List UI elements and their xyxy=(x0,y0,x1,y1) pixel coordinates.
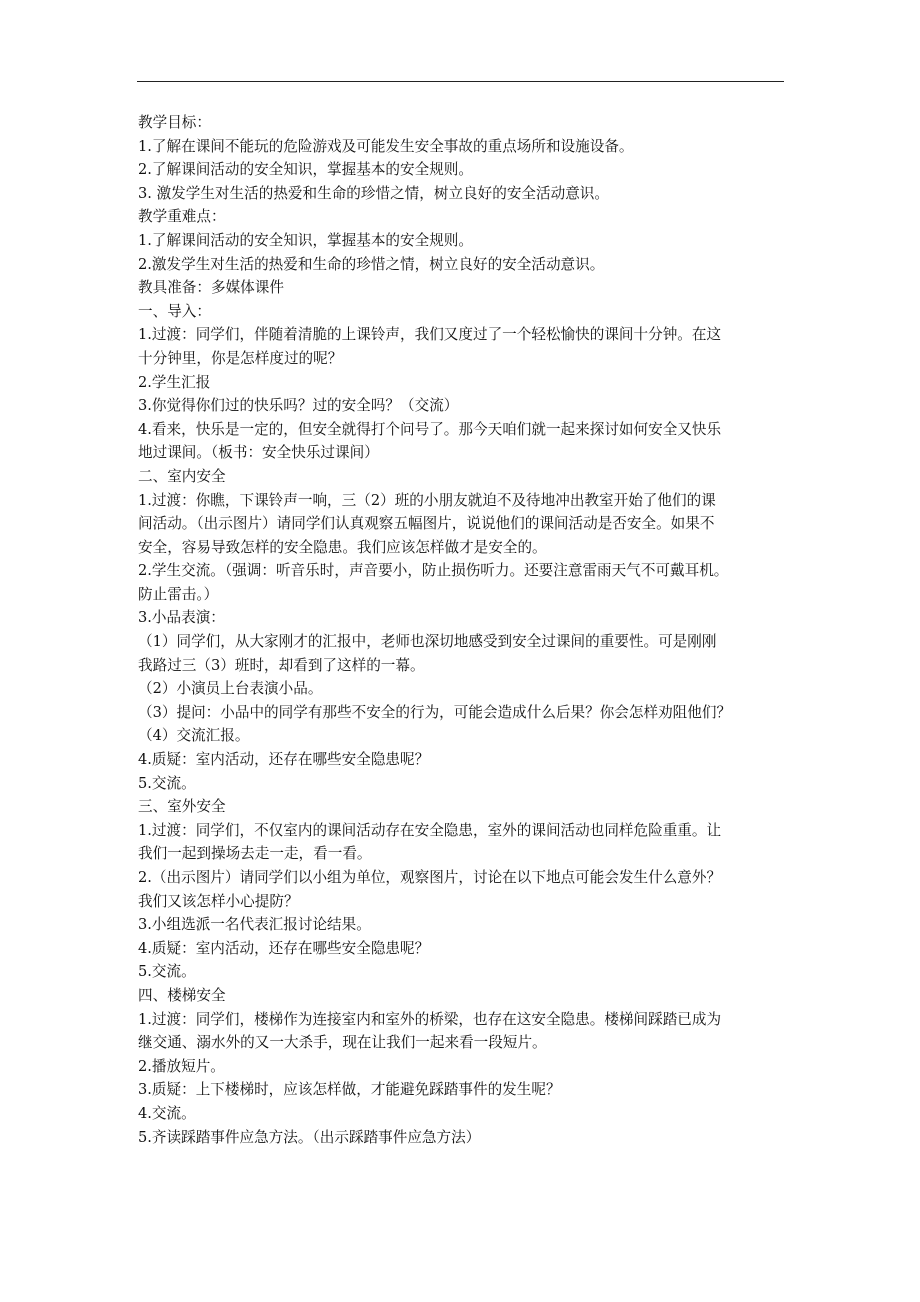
text-line: 我们一起到操场去走一走，看一看。 xyxy=(138,845,372,863)
text-line: 三、室外安全 xyxy=(138,798,226,816)
text-line: 4.质疑：室内活动，还存在哪些安全隐患呢？ xyxy=(138,939,430,957)
text-line: 3. 激发学生对生活的热爱和生命的珍惜之情，树立良好的安全活动意识。 xyxy=(138,184,609,202)
text-line: 2.了解课间活动的安全知识，掌握基本的安全规则。 xyxy=(138,161,473,179)
text-line: 地过课间。（板书：安全快乐过课间） xyxy=(138,444,379,462)
text-line: 1.过渡：同学们，不仅室内的课间活动存在安全隐患，室外的课间活动也同样危险重重。让 xyxy=(138,821,722,839)
text-line: 4.交流。 xyxy=(138,1104,196,1122)
text-line: 我们又该怎样小心提防？ xyxy=(138,892,299,910)
text-line: 一、导入： xyxy=(138,302,211,320)
text-line: 3.小品表演： xyxy=(138,609,225,627)
text-line: 1.了解在课间不能玩的危险游戏及可能发生安全事故的重点场所和设施设备。 xyxy=(138,137,634,155)
text-line: 3.小组选派一名代表汇报讨论结果。 xyxy=(138,916,371,934)
header-rule xyxy=(137,81,784,82)
text-line: 3.你觉得你们过的快乐吗？过的安全吗？（交流） xyxy=(138,397,459,415)
text-line: 四、楼梯安全 xyxy=(138,986,226,1004)
text-line: 安全，容易导致怎样的安全隐患。我们应该怎样做才是安全的。 xyxy=(138,538,547,556)
text-line: 防止雷击。） xyxy=(138,585,219,603)
text-line: 2.学生汇报 xyxy=(138,373,211,391)
text-line: 2.（出示图片）请同学们以小组为单位，观察图片，讨论在以下地点可能会发生什么意外？ xyxy=(138,869,722,886)
text-line: 二、室内安全 xyxy=(138,467,226,485)
text-line: 1.过渡：同学们，楼梯作为连接室内和室外的桥梁，也存在这安全隐患。楼梯间踩踏已成为 xyxy=(138,1010,722,1028)
text-line: 1.过渡：同学们，伴随着清脆的上课铃声，我们又度过了一个轻松愉快的课间十分钟。在这 xyxy=(138,326,722,344)
text-line: 间活动。（出示图片）请同学们认真观察五幅图片，说说他们的课间活动是否安全。如果不 xyxy=(138,515,715,533)
text-line: 十分钟里，你是怎样度过的呢？ xyxy=(138,349,343,367)
text-line: 2.播放短片。 xyxy=(138,1057,225,1075)
text-line: 4.质疑：室内活动，还存在哪些安全隐患呢？ xyxy=(138,751,430,769)
text-line: 4.看来，快乐是一定的，但安全就得打个问号了。那今天咱们就一起来探讨如何安全又快乐 xyxy=(138,420,722,438)
text-line: （4）交流汇报。 xyxy=(138,727,250,745)
text-line: 1.过渡：你瞧，下课铃声一响，三（2）班的小朋友就迫不及待地冲出教室开始了他们的课 xyxy=(138,491,716,509)
text-line: 教具准备：多媒体课件 xyxy=(138,279,284,297)
text-line: 教学目标： xyxy=(138,114,211,131)
text-line: 5.齐读踩踏事件应急方法。（出示踩踏事件应急方法） xyxy=(138,1128,481,1146)
text-line: 教学重难点： xyxy=(138,208,226,226)
text-line: 3.质疑：上下楼梯时，应该怎样做，才能避免踩踏事件的发生呢？ xyxy=(138,1081,561,1099)
text-line: 1.了解课间活动的安全知识，掌握基本的安全规则。 xyxy=(138,231,473,249)
text-line: 2.学生交流。（强调：听音乐时，声音要小，防止损伤听力。还要注意雷雨天气不可戴耳机。 xyxy=(138,562,729,580)
text-line: （3）提问：小品中的同学有那些不安全的行为，可能会造成什么后果？你会怎样劝阻他们？ xyxy=(138,703,732,721)
lesson-plan-body xyxy=(138,111,786,1149)
text-line: （1）同学们，从大家刚才的汇报中，老师也深切地感受到安全过课间的重要性。可是刚刚 xyxy=(138,633,717,651)
text-line: 5.交流。 xyxy=(138,963,196,981)
text-line: 5.交流。 xyxy=(138,774,196,792)
text-line: 我路过三（3）班时，却看到了这样的一幕。 xyxy=(138,656,425,674)
text-line: （2）小演员上台表演小品。 xyxy=(138,680,323,698)
text-line: 2.激发学生对生活的热爱和生命的珍惜之情，树立良好的安全活动意识。 xyxy=(138,255,605,273)
text-line: 继交通、溺水外的又一大杀手，现在让我们一起来看一段短片。 xyxy=(138,1034,547,1052)
